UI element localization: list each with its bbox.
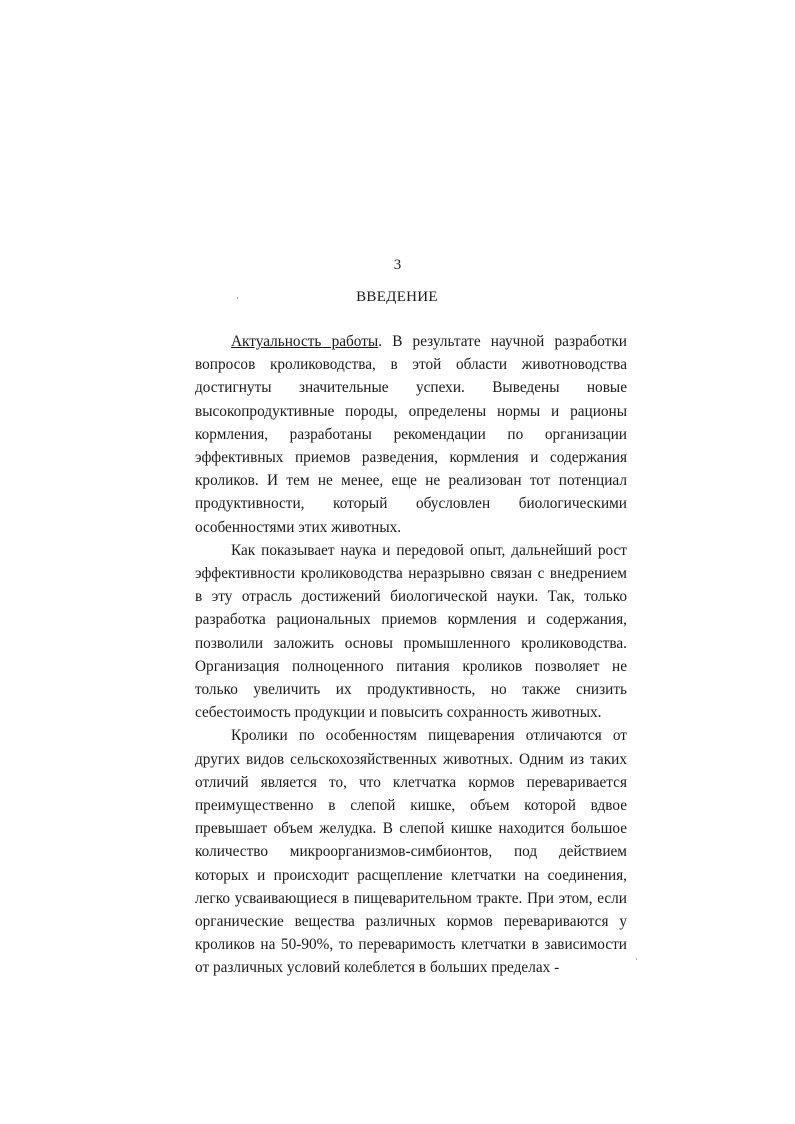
relevance-label: Актуальность работы [231,333,379,350]
scan-speck [237,297,238,299]
paragraph-digestion [195,724,627,979]
relevance-label-punct: . [378,333,383,350]
paragraph-text: Как показывает наука и передовой опыт, дальнейший рост эффективности кролиководства неразрывно связан с внедрением в эту отрасль достижений биологической науки. Так, только разработка рациональных приемов кормления и содержания, позволили заложить основы промышленного кролиководства. Организация полноценного питания кроликов позволяет не только увеличить их продуктивность, но также снизить себестоимость продукции и повысить сохранность животных. [195,541,627,722]
paragraph-text: Кролики по особенностям пищеварения отличаются от других видов сельскохозяйственных животных. Одним из таких отличий является то, что клетчатка кормов переваривается преимущественно в слепой кишке, объем которой вдвое превышает объем желудка. В слепой кишке находится большое количество микроорганизмов-симбионтов, под действием которых и происходит расщепление клетчатки на соединения, легко усваивающиеся в пищеварительном тракте. При этом, если органические вещества различных кормов перевариваются у кроликов на 50-90%, то переваримость клетчатки в зависимости от различных условий колеблется в больших пределах - [195,727,627,977]
paragraph-relevance [195,330,627,539]
paragraph-science [195,539,627,725]
scan-speck [636,958,637,960]
page-number: 3 [393,257,402,273]
section-heading: ВВЕДЕНИЕ [356,289,438,305]
paragraph-text: В результате научной разработки вопросов кролиководства, в этой области животноводства достигнуты значительные успехи. Выведены новые высокопродуктивные породы, определены нормы и рационы кормления, разработаны рекомендации по организации эффективных приемов разведения, кормления и содержания кроликов. И тем не менее, еще не реализован тот потенциал продуктивности, который обусловлен биологическими особенностями этих животных. [195,333,627,536]
body-text [195,330,627,980]
